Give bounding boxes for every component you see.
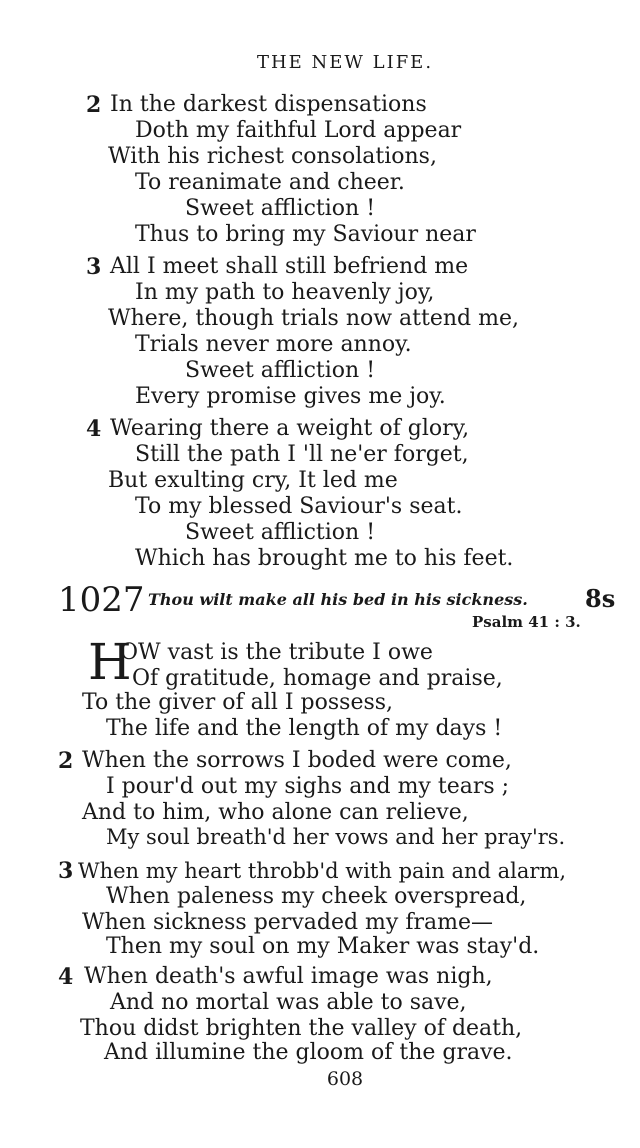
stanza-number: 4	[58, 964, 74, 990]
stanza-number: 2	[58, 748, 74, 774]
verse-line: When paleness my cheek overspread,	[106, 884, 527, 909]
verse-line: My soul breath'd her vows and her pray'rs.	[106, 825, 566, 849]
verse-line: To the giver of all I possess,	[82, 690, 394, 715]
verse-line: Doth my faithful Lord appear	[135, 118, 462, 143]
verse-line: When the sorrows I boded were come,	[82, 748, 512, 773]
verse-line: When death's awful image was nigh,	[84, 964, 493, 989]
verse-line: Every promise gives me joy.	[135, 384, 446, 409]
verse-line: Wearing there a weight of glory,	[110, 416, 470, 441]
hymn-title: Thou wilt make all his bed in his sickness.	[148, 590, 528, 609]
verse-line: To my blessed Saviour's seat.	[135, 494, 463, 519]
verse-line: OW vast is the tribute I owe	[120, 640, 433, 665]
stanza-number: 3	[58, 858, 74, 884]
verse-line: Sweet affliction !	[185, 520, 376, 545]
verse-line: With his richest consolations,	[108, 144, 437, 169]
verse-line: I pour'd out my sighs and my tears ;	[106, 774, 510, 799]
verse-line: To reanimate and cheer.	[135, 170, 405, 195]
scripture-reference: Psalm 41 : 3.	[472, 613, 581, 631]
verse-line: Of gratitude, homage and praise,	[132, 666, 503, 691]
stanza-number: 3	[86, 254, 102, 280]
verse-line: But exulting cry, It led me	[108, 468, 398, 493]
verse-line: When sickness pervaded my frame—	[82, 910, 493, 935]
drop-cap: H	[88, 633, 132, 691]
verse-line: In the darkest dispensations	[110, 92, 427, 117]
verse-line: Which has brought me to his feet.	[135, 546, 514, 571]
verse-line: Thou didst brighten the valley of death,	[80, 1016, 523, 1041]
verse-line: Trials never more annoy.	[135, 332, 412, 357]
verse-line: In my path to heavenly joy,	[135, 280, 435, 305]
verse-line: Then my soul on my Maker was stay'd.	[106, 934, 540, 959]
verse-line: And no mortal was able to save,	[110, 990, 467, 1015]
running-header: THE NEW LIFE.	[256, 52, 434, 73]
stanza-number: 2	[86, 92, 102, 118]
verse-line: And illumine the gloom of the grave.	[104, 1040, 513, 1065]
verse-line: Sweet affliction !	[185, 196, 376, 221]
verse-line: All I meet shall still befriend me	[110, 254, 469, 279]
hymn-meter: 8s	[585, 584, 616, 613]
verse-line: The life and the length of my days !	[106, 716, 503, 741]
page-number: 608	[326, 1068, 364, 1090]
verse-line: Where, though trials now attend me,	[108, 306, 519, 331]
hymn-number: 1027	[58, 580, 145, 620]
verse-line: When my heart throbb'd with pain and alarm,	[78, 859, 566, 883]
stanza-number: 4	[86, 416, 102, 442]
verse-line: Sweet affliction !	[185, 358, 376, 383]
verse-line: Still the path I 'll ne'er forget,	[135, 442, 469, 467]
verse-line: Thus to bring my Saviour near	[135, 222, 476, 247]
verse-line: And to him, who alone can relieve,	[82, 800, 469, 825]
